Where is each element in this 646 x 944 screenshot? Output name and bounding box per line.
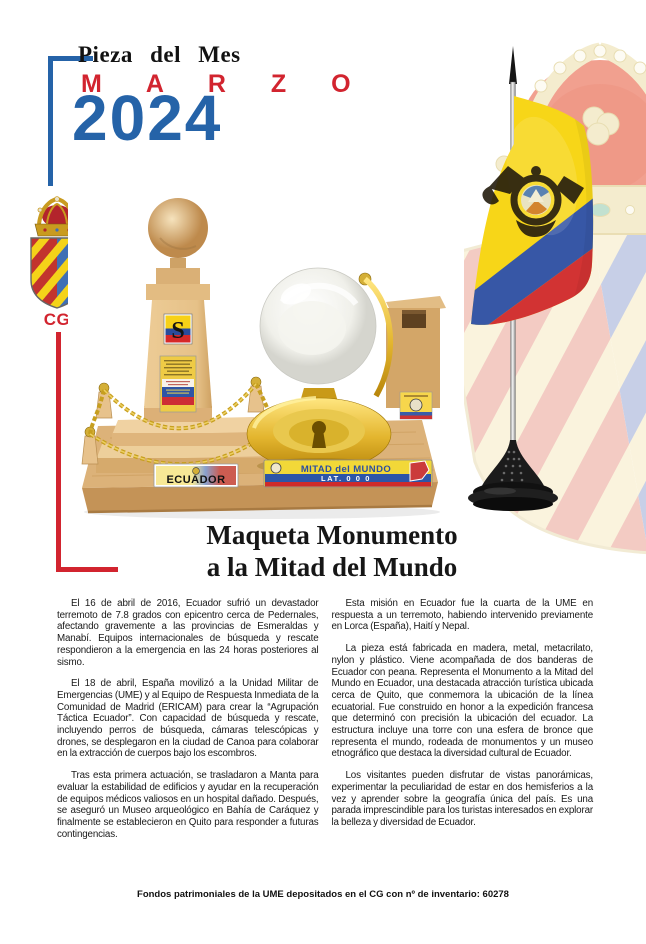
month-label: M A R Z O [81, 70, 370, 98]
paragraph: La pieza está fabricada en madera, metal, metacrilato, nylon y plástico. Viene acompañada de dos banderas de Ecuador con peana. Representa el Monumento a la Mitad del Mundo en Ecuador, una destacada atracción turística ubicada cerca de Quito, que conmemora la ubicación de la línea ecuatorial. Fue construido en honor a la expedición francesa que determinó con precisión la ubicación del ecuador. La estructura incluye una torre con una esfera de bronce que representa el mundo, rodeada de monumentos y un museo etnográfico que destaca la diversidad cultural de Ecuador. [331, 643, 593, 760]
cg-caption: CG [43, 310, 71, 329]
series-kicker: Pieza del Mes [78, 42, 241, 67]
inventory-footer: Fondos patrimoniales de la UME depositados en el CG con nº de inventario: 60278 [137, 889, 509, 900]
paragraph: Tras esta primera actuación, se trasladaron a Manta para evaluar la estabilidad de edificios y ayudar en la recuperación de equipos médicos valiosos en un hospital dañado. Después, se aseguró un Museo arqueológico en Bahía de Caráquez y finalmente se establecieron en Quito para responder a futuras contingencias. [57, 770, 319, 840]
blue-bracket-vertical [48, 56, 53, 186]
paragraph: El 18 de abril, España movilizó a la Unidad Militar de Emergencias (UME) y al Equipo de Respuesta Inmediata de la Comunidad de Madrid (ERICAM) para crear la “Agrupación Táctica Ecuador”. Con capacidad de búsqueda y rescate, incluyendo perros de búsqueda, cámaras telescópicas y drones, se desplegaron en la ciudad de Canoa para colaborar en la extracción de cuerpos bajo los escombros. [57, 678, 319, 760]
paragraph: El 16 de abril de 2016, Ecuador sufrió un devastador terremoto de 7.8 grados con epicentro cerca de Pedernales, afectando gravemente a las provincias de Esmeraldas y Manabí. Equipos internacionales de búsqueda y rescate respondieron a la emergencia en las 24 horas posteriores al sismo. [57, 598, 319, 668]
page-title [70, 519, 594, 583]
page-title-line2: a la Mitad del Mundo [206, 552, 458, 582]
tower-s-label [164, 314, 192, 344]
page-title-line1: Maqueta Monumento [206, 520, 458, 550]
flag-base [468, 440, 558, 511]
year-label: 2024 [72, 82, 223, 154]
svg-text:LAT. 0 0 0: LAT. 0 0 0 [320, 474, 372, 483]
article-column-left [57, 598, 319, 850]
article-column-right [332, 598, 594, 850]
glass-globe [260, 268, 390, 396]
svg-text:MITAD del MUNDO: MITAD del MUNDO [300, 464, 392, 475]
svg-text:ECUADOR: ECUADOR [166, 474, 226, 486]
mitad-del-mundo-plate [264, 460, 432, 487]
article-columns [57, 598, 593, 850]
ecuador-flag-icon [424, 36, 634, 514]
paragraph: Los visitantes pueden disfrutar de vistas panorámicas, experimentar la peculiaridad de estar en dos hemisferios a la vez y aprender sobre la geografía única del país. Es una parada imprescindible para los turistas interesados en explorar la belleza y diversidad de Ecuador. [331, 770, 593, 828]
paragraph: Esta misión en Ecuador fue la cuarta de la UME en respuesta a un terremoto, habiendo intervenido previamente en Lorca (España), Haití y Nepal. [331, 598, 593, 633]
red-bracket-vertical [56, 332, 61, 572]
ecuador-plate [154, 464, 238, 487]
svg-text:S: S [171, 318, 185, 344]
maqueta-photo [68, 176, 464, 520]
obelisk-plaque [160, 356, 196, 412]
